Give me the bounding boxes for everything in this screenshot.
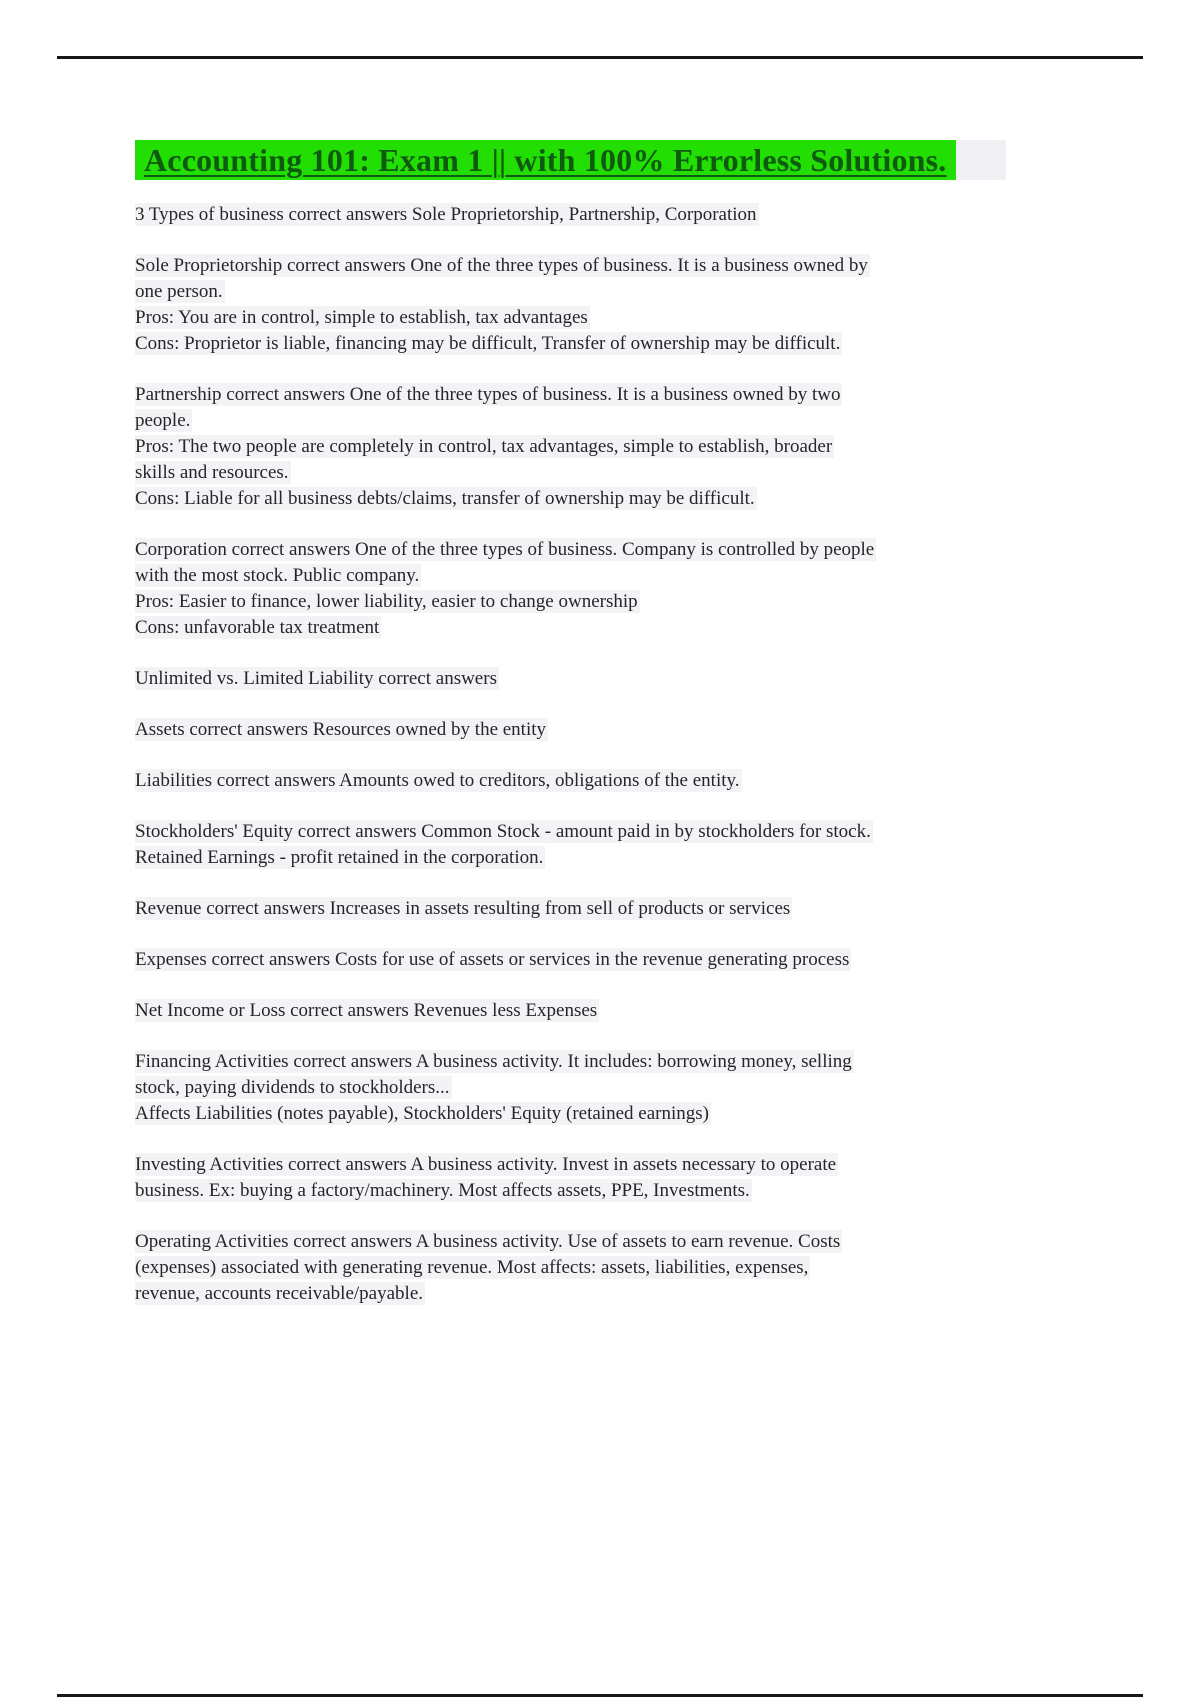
- document-body: [135, 202, 1085, 1307]
- text-line: skills and resources.: [135, 462, 289, 483]
- text-line: Revenue correct answers Increases in assets resulting from sell of products or services: [135, 898, 791, 919]
- qa-paragraph: [135, 382, 1085, 512]
- text-line: Liabilities correct answers Amounts owed to creditors, obligations of the entity.: [135, 770, 740, 791]
- text-line: Stockholders' Equity correct answers Common Stock - amount paid in by stockholders for stock.: [135, 821, 871, 842]
- text-line: Pros: The two people are completely in control, tax advantages, simple to establish, broader: [135, 436, 833, 457]
- page-title: [135, 140, 1085, 180]
- text-line: with the most stock. Public company.: [135, 565, 420, 586]
- qa-paragraph: [135, 1152, 1085, 1204]
- text-line: revenue, accounts receivable/payable.: [135, 1283, 424, 1304]
- text-line: Financing Activities correct answers A business activity. It includes: borrowing money, selling: [135, 1051, 852, 1072]
- text-line: Investing Activities correct answers A business activity. Invest in assets necessary to operate: [135, 1154, 837, 1175]
- qa-paragraph: [135, 896, 1085, 922]
- qa-paragraph: [135, 717, 1085, 743]
- text-line: Corporation correct answers One of the three types of business. Company is controlled by people: [135, 539, 875, 560]
- text-line: Partnership correct answers One of the three types of business. It is a business owned by two: [135, 384, 841, 405]
- text-line: Assets correct answers Resources owned by the entity: [135, 719, 547, 740]
- qa-paragraph: [135, 537, 1085, 641]
- text-line: Cons: unfavorable tax treatment: [135, 617, 380, 638]
- qa-paragraph: [135, 202, 1085, 228]
- text-line: Expenses correct answers Costs for use of assets or services in the revenue generating process: [135, 949, 850, 970]
- text-line: Unlimited vs. Limited Liability correct answers: [135, 668, 497, 689]
- text-line: Net Income or Loss correct answers Revenues less Expenses: [135, 1000, 598, 1021]
- qa-paragraph: [135, 253, 1085, 357]
- text-line: Operating Activities correct answers A business activity. Use of assets to earn revenue. Costs: [135, 1231, 841, 1252]
- bottom-border-line: [57, 1694, 1143, 1697]
- text-line: (expenses) associated with generating revenue. Most affects: assets, liabilities, expenses,: [135, 1257, 809, 1278]
- qa-paragraph: [135, 1049, 1085, 1127]
- qa-paragraph: [135, 768, 1085, 794]
- text-line: people.: [135, 410, 191, 431]
- text-line: Sole Proprietorship correct answers One of the three types of business. It is a business owned by: [135, 255, 868, 276]
- text-line: Affects Liabilities (notes payable), Stockholders' Equity (retained earnings): [135, 1103, 709, 1124]
- text-line: Pros: You are in control, simple to establish, tax advantages: [135, 307, 588, 328]
- title-highlight-tail: [956, 140, 1006, 180]
- text-line: stock, paying dividends to stockholders...: [135, 1077, 450, 1098]
- text-line: business. Ex: buying a factory/machinery. Most affects assets, PPE, Investments.: [135, 1180, 750, 1201]
- qa-paragraph: [135, 666, 1085, 692]
- text-line: Cons: Proprietor is liable, financing may be difficult, Transfer of ownership may be difficult.: [135, 333, 841, 354]
- top-border-line: [57, 56, 1143, 59]
- text-line: one person.: [135, 281, 223, 302]
- qa-paragraph: [135, 998, 1085, 1024]
- qa-paragraph: [135, 1229, 1085, 1307]
- page-title-text: Accounting 101: Exam 1 || with 100% Errorless Solutions.: [135, 140, 956, 180]
- text-line: Retained Earnings - profit retained in the corporation.: [135, 847, 544, 868]
- qa-paragraph: [135, 819, 1085, 871]
- qa-paragraph: [135, 947, 1085, 973]
- text-line: Cons: Liable for all business debts/claims, transfer of ownership may be difficult.: [135, 488, 755, 509]
- document-content: [135, 140, 1085, 1332]
- text-line: 3 Types of business correct answers Sole Proprietorship, Partnership, Corporation: [135, 204, 757, 225]
- text-line: Pros: Easier to finance, lower liability, easier to change ownership: [135, 591, 638, 612]
